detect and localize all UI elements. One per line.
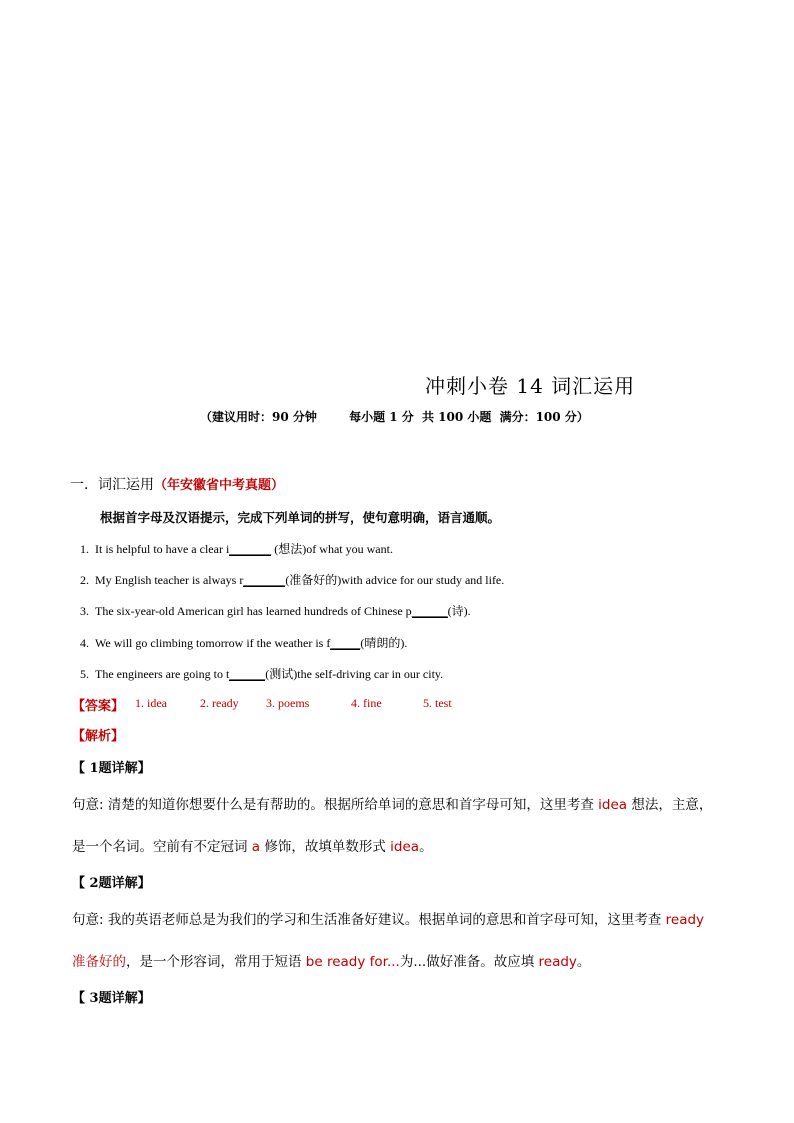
question-text: We will go climbing tomorrow if the weather is (95, 636, 327, 650)
answer-label: 【答案】 (72, 699, 125, 714)
key-word: ready (538, 954, 577, 970)
answer-blank: ______ (411, 604, 448, 618)
answer-item: 3. poems (266, 696, 310, 710)
answer-blank: _______ (243, 573, 286, 587)
first-letter: i (225, 542, 230, 556)
key-word: idea (390, 839, 420, 855)
question-hint: (想法)of what you want. (271, 542, 393, 556)
question-number: 2. (80, 573, 89, 587)
explanation-text: 想法，主意， (627, 797, 713, 813)
question-text: It is helpful to have a clear (95, 542, 226, 556)
question-number: 4. (80, 636, 89, 650)
question-number: 5. (80, 667, 89, 681)
answer-item: 4. fine (351, 696, 382, 710)
instruction: 根据首字母及汉语提示，完成下列单词的拼写，使句意明确，语言通顺。 (100, 510, 501, 525)
section-title: 一．词汇运用 (70, 477, 154, 493)
explanation-text: 。 (576, 954, 591, 970)
answer-list (135, 696, 452, 711)
detail-1-line-2 (72, 835, 433, 855)
question-3 (80, 602, 471, 619)
time-info: （建议用时：90 分钟 (200, 410, 317, 424)
page-title: 冲刺小卷 14 词汇运用 (425, 374, 636, 398)
first-letter: t (225, 667, 230, 681)
first-letter: r (239, 573, 244, 587)
explanation-text: 。 (419, 839, 433, 855)
explanation-text: 句意: 清楚的知道你想要什么是有帮助的。根据所给单词的意思和首字母可知，这里考查 (72, 797, 599, 813)
first-letter: f (326, 636, 331, 650)
detail-2-line-2 (72, 950, 590, 970)
per-question-info: 每小题 1 分 (349, 410, 414, 424)
answer-item: 2. ready (200, 696, 239, 710)
key-word: idea (598, 797, 628, 813)
answer-blank: _____ (330, 636, 361, 650)
question-1 (80, 540, 393, 557)
question-2 (80, 571, 504, 588)
question-number: 1. (80, 542, 89, 556)
detail-3-label: 【 3题详解】 (72, 991, 151, 1006)
explanation-text: ，是一个形容词，常用于短语 (126, 954, 306, 970)
question-hint: (诗). (447, 604, 471, 618)
detail-2-label: 【 2题详解】 (72, 876, 151, 891)
explanation-text: 是一个名词。空前有不定冠词 (72, 839, 252, 855)
first-letter: p (405, 604, 412, 618)
key-word: a (251, 839, 261, 855)
key-word: ready (665, 912, 705, 928)
question-4 (80, 634, 407, 651)
key-word: 准备好的 (72, 954, 126, 970)
total-info: 共 100 小题 (421, 410, 492, 424)
detail-2-line-1 (72, 908, 704, 928)
question-5 (80, 665, 443, 682)
exam-info (200, 408, 593, 425)
question-number: 3. (80, 604, 89, 618)
question-hint: (测试)the self-driving car in our city. (265, 667, 444, 681)
key-word: be ready for... (305, 954, 400, 970)
question-hint: (晴朗的). (360, 636, 408, 650)
explanation-text: 句意: 我的英语老师总是为我们的学习和生活准备好建议。根据单词的意思和首字母可知，这里考查 (72, 912, 666, 928)
full-score-info: 满分：100 分） (499, 410, 589, 424)
analysis-label: 【解析】 (72, 729, 125, 744)
answer-item: 1. idea (135, 696, 167, 710)
question-text: The engineers are going to (95, 667, 226, 681)
detail-1-line-1 (72, 793, 712, 813)
answer-blank: ______ (229, 667, 266, 681)
section-heading (70, 474, 284, 494)
detail-1-label: 【 1题详解】 (72, 761, 151, 776)
question-text: My English teacher is always (95, 573, 240, 587)
explanation-text: 修饰，故填单数形式 (260, 839, 391, 855)
explanation-text: 为...做好准备。故应填 (399, 954, 539, 970)
answer-item: 5. test (423, 696, 452, 710)
section-source: （年安徽省中考真题） (154, 478, 285, 493)
question-hint: (准备好的)with advice for our study and life. (285, 573, 505, 587)
question-text: The six-year-old American girl has learned hundreds of Chinese (95, 604, 406, 618)
answer-blank: _______ (229, 542, 272, 556)
